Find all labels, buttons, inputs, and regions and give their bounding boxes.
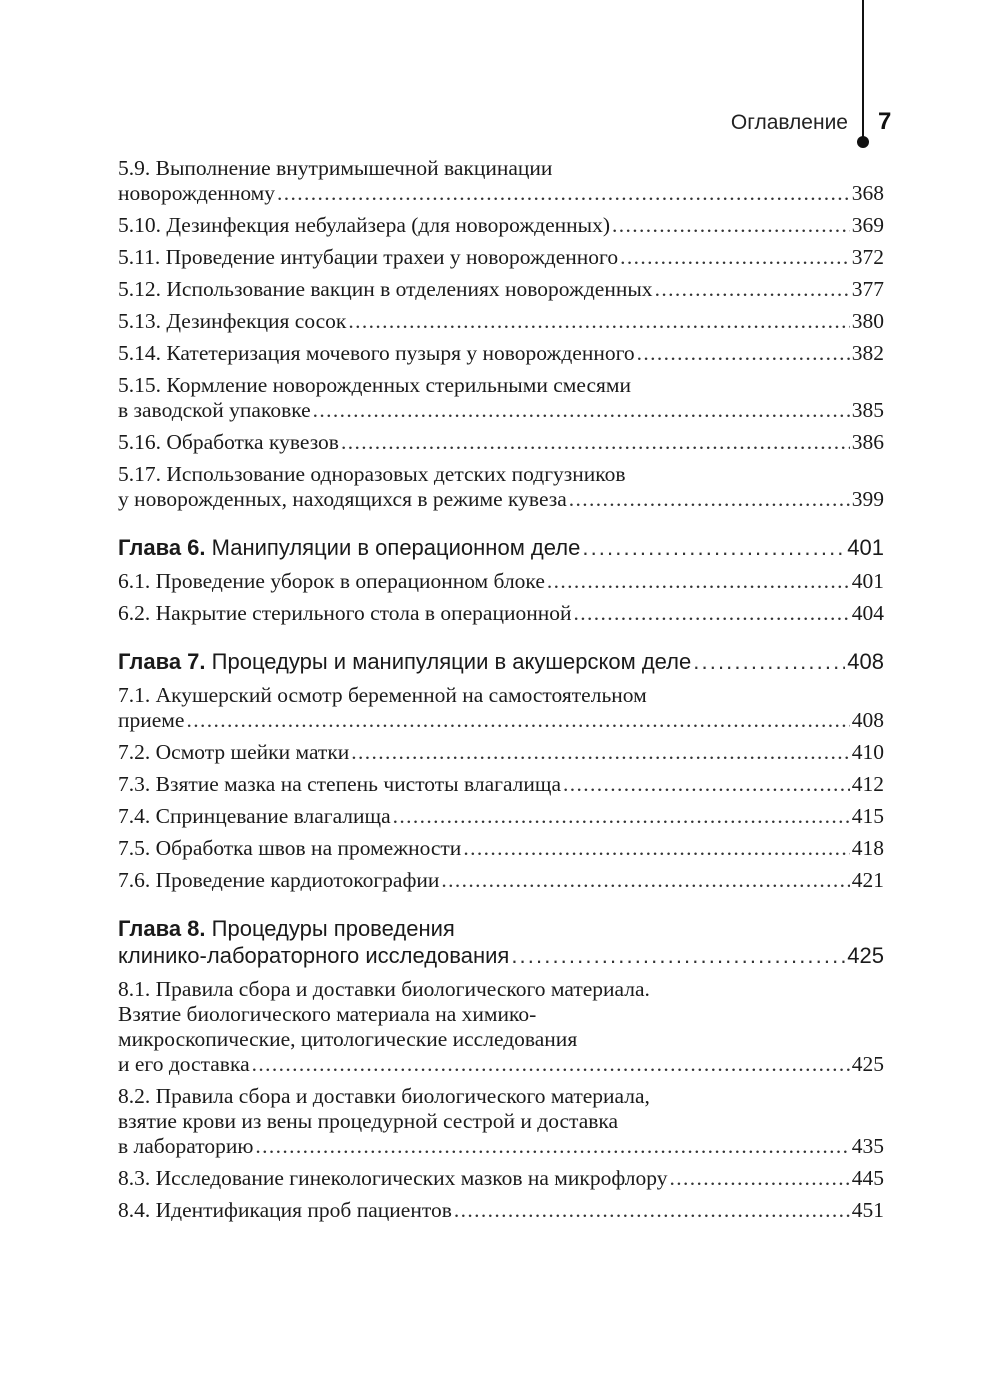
toc-entry[interactable] bbox=[118, 804, 884, 829]
dot-leader bbox=[669, 1166, 849, 1191]
toc-entry-title: 6.1. Проведение уборок в операционном блоке bbox=[118, 569, 545, 593]
toc-page-number: 445 bbox=[851, 1166, 884, 1190]
toc-entry[interactable] bbox=[118, 1166, 884, 1191]
toc-entry[interactable] bbox=[118, 213, 884, 238]
toc-page-number: 401 bbox=[847, 535, 884, 560]
toc-entry[interactable] bbox=[118, 601, 884, 626]
toc-entry-title: и его доставка bbox=[118, 1052, 250, 1076]
toc-page-number: 377 bbox=[851, 277, 884, 301]
toc-page-number: 410 bbox=[851, 740, 884, 764]
toc-entry[interactable] bbox=[118, 309, 884, 334]
toc-entry[interactable] bbox=[118, 430, 884, 455]
toc-chapter[interactable] bbox=[118, 915, 884, 969]
toc-entry-title: 5.12. Использование вакцин в отделениях новорожденных bbox=[118, 277, 653, 301]
toc-entry-title: 7.4. Спринцевание влагалища bbox=[118, 804, 391, 828]
toc-page-number: 418 bbox=[851, 836, 884, 860]
running-title: Оглавление bbox=[730, 111, 848, 134]
toc-entry[interactable] bbox=[118, 373, 884, 423]
toc-entry-line: 7.1. Акушерский осмотр беременной на самостоятельном bbox=[118, 683, 647, 707]
toc-entry-line: Взятие биологического материала на химико- bbox=[118, 1002, 537, 1026]
dot-leader bbox=[655, 277, 850, 302]
toc-entry-title: 5.11. Проведение интубации трахеи у новорожденного bbox=[118, 245, 619, 269]
header-rule bbox=[862, 0, 864, 140]
toc-entry-title: 5.13. Дезинфекция сосок bbox=[118, 309, 347, 333]
toc-entry[interactable] bbox=[118, 245, 884, 270]
toc-entry-title: 8.3. Исследование гинекологических мазков на микрофлору bbox=[118, 1166, 668, 1190]
toc-entry[interactable] bbox=[118, 569, 884, 594]
toc-page-number: 369 bbox=[851, 213, 884, 237]
toc-page-number: 368 bbox=[851, 181, 884, 205]
dot-leader bbox=[277, 181, 850, 206]
toc-entry-title: 7.3. Взятие мазка на степень чистоты влагалища bbox=[118, 772, 562, 796]
toc-entry-line: 8.1. Правила сбора и доставки биологического материала. bbox=[118, 977, 650, 1001]
toc-entry-title: 8.4. Идентификация проб пациентов bbox=[118, 1198, 452, 1222]
dot-leader bbox=[574, 601, 850, 626]
toc-entry-title: 5.10. Дезинфекция небулайзера (для новорожденных) bbox=[118, 213, 611, 237]
toc-page-number: 425 bbox=[851, 1052, 884, 1076]
toc-entry-title: приеме bbox=[118, 708, 185, 732]
toc-entry-title: Глава 6. Манипуляции в операционном деле bbox=[118, 535, 581, 560]
chapter-label: Глава 8. bbox=[118, 916, 206, 941]
dot-leader bbox=[441, 868, 849, 893]
toc-entry[interactable] bbox=[118, 836, 884, 861]
toc-entry[interactable] bbox=[118, 277, 884, 302]
toc-entry[interactable] bbox=[118, 772, 884, 797]
dot-leader bbox=[313, 398, 850, 423]
toc-page-number: 412 bbox=[851, 772, 884, 796]
dot-leader bbox=[454, 1198, 850, 1223]
toc-page-number: 451 bbox=[851, 1198, 884, 1222]
toc-entry[interactable] bbox=[118, 740, 884, 765]
toc-entry-title: 5.14. Катетеризация мочевого пузыря у новорожденного bbox=[118, 341, 635, 365]
toc-page-number: 401 bbox=[851, 569, 884, 593]
dot-leader bbox=[511, 942, 845, 969]
table-of-contents bbox=[118, 156, 884, 1230]
toc-chapter[interactable] bbox=[118, 648, 884, 675]
dot-leader bbox=[569, 487, 850, 512]
dot-leader bbox=[582, 534, 845, 561]
dot-leader bbox=[341, 430, 850, 455]
chapter-label: Глава 7. bbox=[118, 649, 206, 674]
toc-entry-title: 7.6. Проведение кардиотокографии bbox=[118, 868, 440, 892]
dot-leader bbox=[351, 740, 849, 765]
toc-page-number: 421 bbox=[851, 868, 884, 892]
toc-page-number: 425 bbox=[847, 943, 884, 968]
toc-page-number: 372 bbox=[851, 245, 884, 269]
toc-entry-line: Глава 8. Процедуры проведения bbox=[118, 916, 455, 941]
dot-leader bbox=[255, 1134, 849, 1159]
dot-leader bbox=[563, 772, 850, 797]
dot-leader bbox=[547, 569, 850, 594]
toc-entry[interactable] bbox=[118, 156, 884, 206]
toc-entry-title: 7.5. Обработка швов на промежности bbox=[118, 836, 462, 860]
toc-entry-line: 8.2. Правила сбора и доставки биологического материала, bbox=[118, 1084, 650, 1108]
dot-leader bbox=[612, 213, 850, 238]
toc-entry-title: клинико-лабораторного исследования bbox=[118, 943, 510, 968]
dot-leader bbox=[637, 341, 850, 366]
dot-leader bbox=[393, 804, 850, 829]
toc-entry-line: микроскопические, цитологические исследования bbox=[118, 1027, 578, 1051]
toc-page-number: 385 bbox=[851, 398, 884, 422]
dot-leader bbox=[693, 648, 845, 675]
toc-entry-line: 5.9. Выполнение внутримышечной вакцинации bbox=[118, 156, 553, 180]
toc-entry-title: 6.2. Накрытие стерильного стола в операционной bbox=[118, 601, 572, 625]
toc-page-number: 408 bbox=[847, 649, 884, 674]
dot-leader bbox=[463, 836, 849, 861]
toc-page-number: 386 bbox=[851, 430, 884, 454]
toc-entry-title: 7.2. Осмотр шейки матки bbox=[118, 740, 350, 764]
header-rule-dot bbox=[857, 136, 869, 148]
toc-entry[interactable] bbox=[118, 1084, 884, 1159]
toc-entry[interactable] bbox=[118, 1198, 884, 1223]
toc-entry[interactable] bbox=[118, 868, 884, 893]
toc-entry[interactable] bbox=[118, 341, 884, 366]
toc-entry-title: в заводской упаковке bbox=[118, 398, 311, 422]
dot-leader bbox=[252, 1052, 850, 1077]
toc-chapter[interactable] bbox=[118, 534, 884, 561]
toc-entry-title: 5.16. Обработка кувезов bbox=[118, 430, 339, 454]
dot-leader bbox=[620, 245, 850, 270]
toc-page-number: 399 bbox=[851, 487, 884, 511]
toc-page-number: 435 bbox=[851, 1134, 884, 1158]
toc-entry[interactable] bbox=[118, 683, 884, 733]
toc-page-number: 404 bbox=[851, 601, 884, 625]
dot-leader bbox=[186, 708, 849, 733]
toc-page-number: 408 bbox=[851, 708, 884, 732]
toc-entry-line: 5.17. Использование одноразовых детских подгузников bbox=[118, 462, 626, 486]
toc-entry-title: у новорожденных, находящихся в режиме кувеза bbox=[118, 487, 567, 511]
dot-leader bbox=[348, 309, 849, 334]
toc-entry-title: новорожденному bbox=[118, 181, 276, 205]
toc-entry[interactable] bbox=[118, 977, 884, 1077]
chapter-label: Глава 6. bbox=[118, 535, 206, 560]
toc-page-number: 380 bbox=[851, 309, 884, 333]
toc-entry-line: 5.15. Кормление новорожденных стерильными смесями bbox=[118, 373, 631, 397]
page-number: 7 bbox=[878, 108, 892, 135]
toc-entry-line: взятие крови из вены процедурной сестрой и доставка bbox=[118, 1109, 619, 1133]
toc-entry[interactable] bbox=[118, 462, 884, 512]
toc-page-number: 382 bbox=[851, 341, 884, 365]
toc-entry-title: в лабораторию bbox=[118, 1134, 254, 1158]
toc-entry-title: Глава 7. Процедуры и манипуляции в акушерском деле bbox=[118, 649, 692, 674]
toc-page-number: 415 bbox=[851, 804, 884, 828]
